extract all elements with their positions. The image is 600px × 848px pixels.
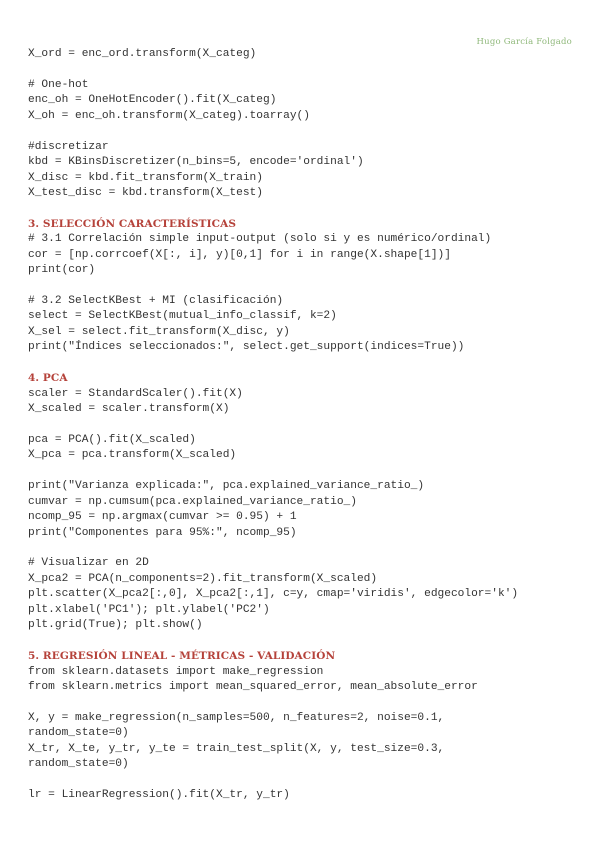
code-line: pca = PCA().fit(X_scaled) bbox=[28, 433, 196, 446]
author-name: Hugo García Folgado bbox=[476, 37, 572, 47]
code-line: X_pca = pca.transform(X_scaled) bbox=[28, 449, 237, 462]
blank-line bbox=[28, 124, 578, 139]
blank-line bbox=[28, 634, 578, 649]
code-line: X_tr, X_te, y_tr, y_te = train_test_split(X, y, test_size=0.3, bbox=[28, 742, 445, 755]
code-line: plt.xlabel('PC1'); plt.ylabel('PC2') bbox=[28, 603, 270, 616]
code-line: scaler = StandardScaler().fit(X) bbox=[28, 387, 243, 400]
code-line: print(cor) bbox=[28, 264, 96, 277]
code-line: print("Índices seleccionados:", select.get_support(indices=True)) bbox=[28, 341, 465, 354]
code-line: ncomp_95 = np.argmax(cumvar >= 0.95) + 1 bbox=[28, 511, 297, 524]
code-line: lr = LinearRegression().fit(X_tr, y_tr) bbox=[28, 789, 290, 801]
blank-line bbox=[28, 464, 578, 479]
code-line: X_scaled = scaler.transform(X) bbox=[28, 403, 230, 416]
section-heading: 3. SELECCIÓN CARACTERÍSTICAS bbox=[28, 217, 236, 230]
blank-line bbox=[28, 356, 578, 371]
blank-line bbox=[28, 773, 578, 788]
code-line: # 3.1 Correlación simple input-output (solo si y es numérico/ordinal) bbox=[28, 233, 492, 246]
code-line: # Visualizar en 2D bbox=[28, 557, 149, 570]
blank-line bbox=[28, 201, 578, 216]
code-line: X_sel = select.fit_transform(X_disc, y) bbox=[28, 325, 290, 338]
code-line: select = SelectKBest(mutual_info_classif, k=2) bbox=[28, 310, 337, 323]
code-line: plt.grid(True); plt.show() bbox=[28, 619, 203, 632]
code-content bbox=[28, 47, 578, 803]
section-heading: 5. REGRESIÓN LINEAL - MÉTRICAS - VALIDACIÓN bbox=[28, 650, 336, 663]
code-line: cumvar = np.cumsum(pca.explained_variance_ratio_) bbox=[28, 495, 357, 508]
blank-line bbox=[28, 418, 578, 433]
blank-line bbox=[28, 695, 578, 710]
code-line: from sklearn.metrics import mean_squared_error, mean_absolute_error bbox=[28, 680, 478, 693]
code-line: random_state=0) bbox=[28, 758, 129, 771]
code-line: print("Varianza explicada:", pca.explained_variance_ratio_) bbox=[28, 480, 425, 493]
code-line: X_test_disc = kbd.transform(X_test) bbox=[28, 186, 263, 199]
code-line: enc_oh = OneHotEncoder().fit(X_categ) bbox=[28, 94, 277, 107]
code-line: # One-hot bbox=[28, 78, 89, 91]
code-line: X_pca2 = PCA(n_components=2).fit_transform(X_scaled) bbox=[28, 572, 378, 585]
code-line: random_state=0) bbox=[28, 727, 129, 740]
code-line: kbd = KBinsDiscretizer(n_bins=5, encode='ordinal') bbox=[28, 156, 364, 169]
blank-line bbox=[28, 279, 578, 294]
section-heading: 4. PCA bbox=[28, 372, 68, 385]
blank-line bbox=[28, 62, 578, 77]
code-line: print("Componentes para 95%:", ncomp_95) bbox=[28, 526, 297, 539]
code-line: # 3.2 SelectKBest + MI (clasificación) bbox=[28, 295, 284, 307]
code-line: plt.scatter(X_pca2[:,0], X_pca2[:,1], c=y, cmap='viridis', edgecolor='k') bbox=[28, 588, 519, 601]
blank-line bbox=[28, 541, 578, 556]
code-line: #discretizar bbox=[28, 140, 109, 153]
code-line: X_disc = kbd.fit_transform(X_train) bbox=[28, 171, 263, 184]
code-line: cor = [np.corrcoef(X[:, i], y)[0,1] for i in range(X.shape[1])] bbox=[28, 248, 451, 261]
code-line: from sklearn.datasets import make_regression bbox=[28, 665, 324, 678]
code-line: X_oh = enc_oh.transform(X_categ).toarray() bbox=[28, 109, 310, 122]
code-line: X, y = make_regression(n_samples=500, n_features=2, noise=0.1, bbox=[28, 711, 445, 724]
code-line: X_ord = enc_ord.transform(X_categ) bbox=[28, 48, 257, 60]
